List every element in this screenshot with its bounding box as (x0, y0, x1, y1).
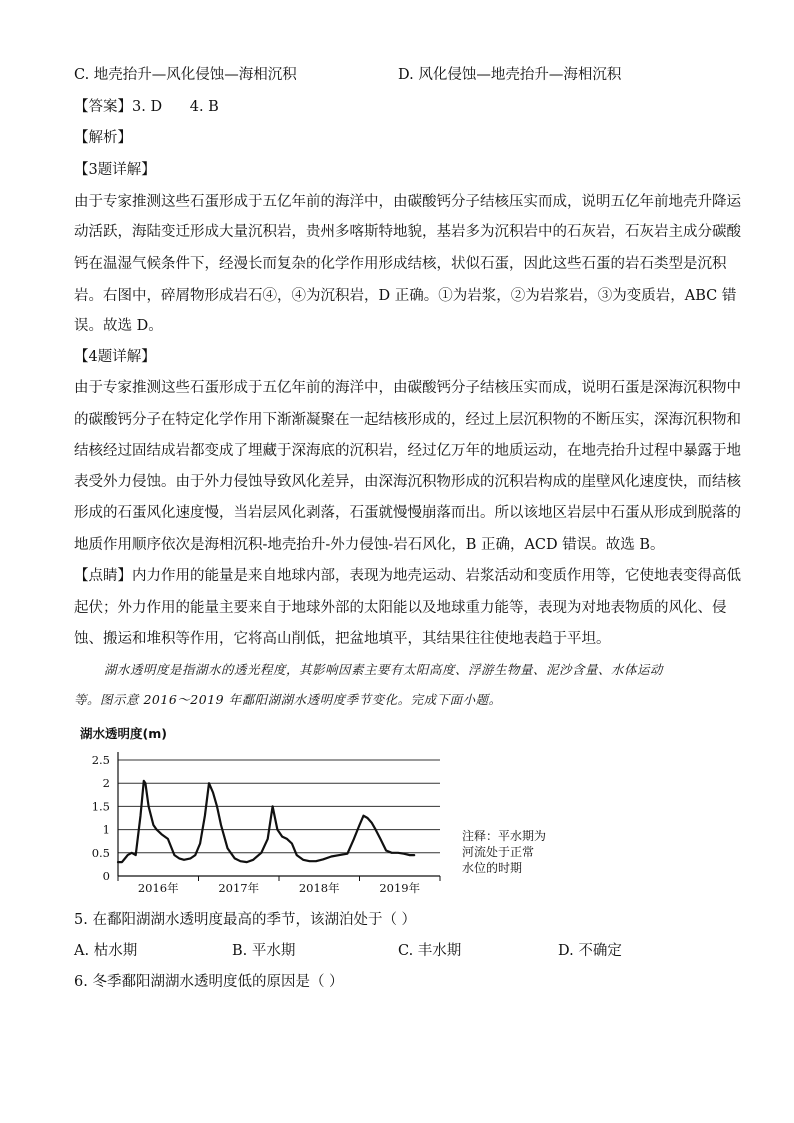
x-tick-label: 2017年 (218, 881, 260, 895)
y-tick-label: 2 (102, 776, 110, 791)
answer-line (74, 97, 724, 117)
chart-note (462, 828, 572, 876)
q3-line: 动活跃，海陆变迁形成大量沉积岩，贵州多喀斯特地貌，基岩多为沉积岩中的石灰岩，石灰岩主成分碳酸 (74, 224, 741, 240)
y-tick-label: 0.5 (91, 845, 110, 860)
q3-label: 【3题详解】 (74, 162, 156, 178)
intro-line: 湖水透明度是指湖水的透光程度，其影响因素主要有太阳高度、浮游生物量、泥沙含量、水体运动 (104, 662, 664, 677)
intro-line: 等。图示意 2016～2019 年鄱阳湖湖水透明度季节变化。完成下面小题。 (74, 692, 502, 707)
y-tick-label: 0 (102, 869, 110, 883)
q4-label: 【4题详解】 (74, 349, 156, 365)
y-tick-label: 1 (102, 822, 110, 837)
y-tick-label: 1.5 (91, 799, 110, 814)
q3-line: 岩。右图中，碎屑物形成岩石④，④为沉积岩，D 正确。①为岩浆，②为岩浆岩，③为变质岩，ABC 错 (74, 288, 737, 304)
note-line: 注释：平水期为 (462, 829, 547, 843)
tip-text: 内力作用的能量是来自地球内部，表现为地壳运动、岩浆活动和变质作用等，它使地表变得高低 (132, 568, 741, 584)
analysis-label: 【解析】 (74, 130, 132, 146)
tip-line: 起伏；外力作用的能量主要来自于地球外部的太阳能以及地球重力能等，表现为对地表物质的风化、侵 (74, 600, 727, 616)
x-tick-label: 2016年 (137, 881, 179, 895)
q5-stem: 5. 在鄱阳湖湖水透明度最高的季节，该湖泊处于（ ） (74, 912, 417, 928)
answer-text: 3. D 4. B (132, 99, 219, 115)
q5-option-a: A. 枯水期 (74, 943, 138, 959)
answer-label: 【答案】 (74, 99, 132, 115)
q3-line: 钙在温湿气候条件下，经漫长而复杂的化学作用形成结核，状似石蛋，因此这些石蛋的岩石类型是沉积 (74, 256, 727, 272)
x-tick-label: 2019年 (379, 881, 421, 895)
q4-line: 形成的石蛋风化速度慢，当岩层风化剥落，石蛋就慢慢崩落而出。所以该地区岩层中石蛋从形成到脱落的 (74, 505, 741, 521)
q5-option-b: B. 平水期 (232, 943, 296, 959)
q4-line: 由于专家推测这些石蛋形成于五亿年前的海洋中，由碳酸钙分子结核压实而成，说明石蛋是深海沉积物中 (74, 380, 741, 396)
q5-option-c: C. 丰水期 (398, 943, 462, 959)
tip-line: 蚀、搬运和堆积等作用，它将高山削低，把盆地填平，其结果往往使地表趋于平坦。 (74, 631, 611, 647)
y-axis-title: 湖水透明度(m) (80, 726, 167, 741)
q4-line: 表受外力侵蚀。由于外力侵蚀导致风化差异，由深海沉积物形成的沉积岩构成的崖壁风化速度快，而结核 (74, 474, 741, 490)
q3-line: 由于专家推测这些石蛋形成于五亿年前的海洋中，由碳酸钙分子结核压实而成，说明五亿年前地壳升降运 (74, 194, 741, 210)
tip-line (74, 566, 741, 586)
option-c: C. 地壳抬升—风化侵蚀—海相沉积 (74, 67, 297, 83)
q6-stem: 6. 冬季鄱阳湖湖水透明度低的原因是（ ） (74, 974, 344, 990)
q5-option-d: D. 不确定 (558, 943, 622, 959)
q4-line: 结核经过固结成岩都变成了埋藏于深海底的沉积岩，经过亿万年的地质运动，在地壳抬升过程中暴露于地 (74, 443, 741, 459)
x-tick-label: 2018年 (298, 881, 340, 895)
q4-line: 地质作用顺序依次是海相沉积-地壳抬升-外力侵蚀-岩石风化，B 正确，ACD 错误。故选 B。 (74, 537, 665, 553)
y-tick-label: 2.5 (91, 753, 110, 767)
note-line: 水位的时期 (462, 861, 523, 875)
q4-line: 的碳酸钙分子在特定化学作用下渐渐凝聚在一起结核形成的，经过上层沉积物的不断压实，深海沉积物和 (74, 412, 741, 428)
option-d: D. 风化侵蚀—地壳抬升—海相沉积 (398, 67, 622, 83)
tip-label: 【点睛】 (74, 568, 132, 584)
note-line: 河流处于正常 (462, 845, 535, 859)
q3-line: 误。故选 D。 (74, 318, 163, 334)
series-line (118, 781, 414, 862)
